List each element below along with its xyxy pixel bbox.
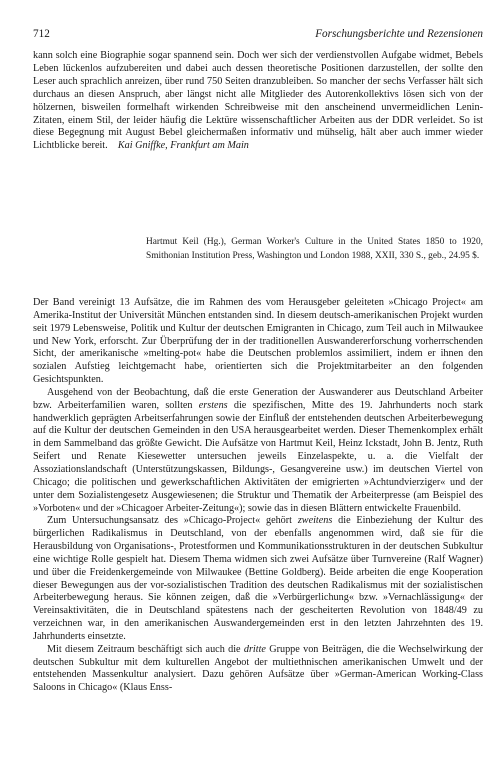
review-paragraph-1: Der Band vereinigt 13 Aufsätze, die im Rahmen des vom Herausgeber geleiteten »Chicago Project« am Amerika-Institut der Universität München entstanden sind. In diesem deutsch-amerikanischen Projekt wurden seit 1979 Lebensweise, Politik und Kultur der deutschen Emigranten in Chicago, zum Teil auch in Milwaukee und New York, erforscht. Zur Überprüfung der in der traditionellen Auswandererforschung vorherrschenden Sicht, der amerikanische »melting-pot« habe die Deutschen problemlos assimiliert, indem er ihnen den sozialen Aufstieg leichtgemacht habe, orientierten sich die Projektmitarbeiter an den folgenden Gesichtspunkten.	[33, 297, 483, 386]
review-closing-paragraph	[33, 50, 483, 153]
book-citation: Hartmut Keil (Hg.), German Worker's Culture in the United States 1850 to 1920, Smithonian Institution Press, Washington und London 1988, XXII, 330 S., geb., 24.95 $.	[146, 237, 483, 261]
review-closing-text: kann solch eine Biographie sogar spannend sein. Doch wer sich der verdienstvollen Aufgabe widmet, Bebels Leben lückenlos aufzubereiten und dabei auch dessen theoretische Positionen darzustellen, der sollte den Leser auch sprachlich anreizen, über rund 750 Seiten dranzubleiben. So mancher der sechs Verfasser hält sich durchaus an diesen Anspruch, aber längst nicht alle Mitglieder des Autorenkollektivs lösen sich von der hölzernen, bisweilen formelhaft wirkenden Schreibweise mit den anscheinend unvermeidlichen Lenin-Zitaten, einem Stil, der leider häufig die Lektüre wissenschaftlicher Arbeiten aus der DDR verleidet. So ist diese Begegnung mit August Bebel gleichermaßen informativ und mühselig, hält aber auch immer wieder Lichtblicke bereit.	[33, 50, 483, 152]
reviewer-signature: Kai Gniffke, Frankfurt am Main	[117, 140, 249, 152]
review-paragraph-3: Zum Untersuchungsansatz des »Chicago-Project« gehört zweitens die Einbeziehung der Kultur des bürgerlichen Radikalismus in Deutschland, von der ebenfalls angenommen wird, daß sie für die Herausbildung von Organisations-, Protestformen und Kommunikationsstrukturen in der deutschen Subkultur eine wichtige Rolle gespielt hat. Diesem Thema widmen sich zwei Aufsätze über Turnvereine (Ralf Wagner) und über die Freidenkergemeinde von Milwaukee (Bettine Goldberg). Beide arbeiten die enge Kooperation dieser Bewegungen aus der vor-sozialistischen Tradition des deutschen Radikalismus mit der sozialistischen Arbeiterbewegung heraus. Sie können zeigen, daß die »Verbürgerlichung« bzw. »Vernachlässigung« der Vereinsaktivitäten, die in Deutschland spätestens nach der gescheiterten Revolution von 1848/49 zu verzeichnen war, in den amerikanischen Auswandergemeinden erst in den letzten Jahrzehnten des 19. Jahrhunderts einsetzte.	[33, 515, 483, 642]
running-title: Forschungsberichte und Rezensionen	[315, 28, 483, 40]
page-number: 712	[33, 28, 50, 40]
review-body	[33, 297, 483, 695]
review-paragraph-4: Mit diesem Zeitraum beschäftigt sich auch die dritte Gruppe von Beiträgen, die die Wechselwirkung der deutschen Subkultur mit dem kulturellen Angebot der multiethnischen amerikanischen Umwelt und der entstehenden Massenkultur analysiert. Dazu gehören Aufsätze über »German-American Working-Class Saloons in Chicago« (Klaus Enss-	[33, 643, 483, 694]
page-header	[33, 28, 483, 42]
review-paragraph-2: Ausgehend von der Beobachtung, daß die erste Generation der Auswanderer aus Deutschland Arbeiter bzw. Arbeiterfamilien waren, sollten erstens die spezifischen, Mitte des 19. Jahrhunderts noch stark handwerklich geprägten Arbeitserfahrungen sowie der Einfluß der entstehenden deutschen Arbeiterbewegung auf die Kultur der deutschen Gemeinden in den USA herausgearbeitet werden. Dieser Themenkomplex erhält in dem Sammelband das größte Gewicht. Die Aufsätze von Hartmut Keil, Heinz Ickstadt, John B. Jentz, Ruth Seifert und Renate Kiesewetter untersuchen jeweils Einzelaspekte, u. a. die Vielfalt der Assoziationslandschaft (Unterstützungskassen, Bildungs-, Gesangvereine usw.) im deutschen Viertel von Chicago; die politischen und gewerkschaftlichen Aktivitäten der emigrierten »Achtundvierziger« und der unter dem Sozialistengesetz Ausgewiesenen; die Struktur und Thematik der Arbeiterpresse (am Beispiel des »Vorboten« und der »Chicagoer Arbeiter-Zeitung«); sowie das in diesen Blättern entwickelte Frauenbild.	[33, 386, 483, 514]
